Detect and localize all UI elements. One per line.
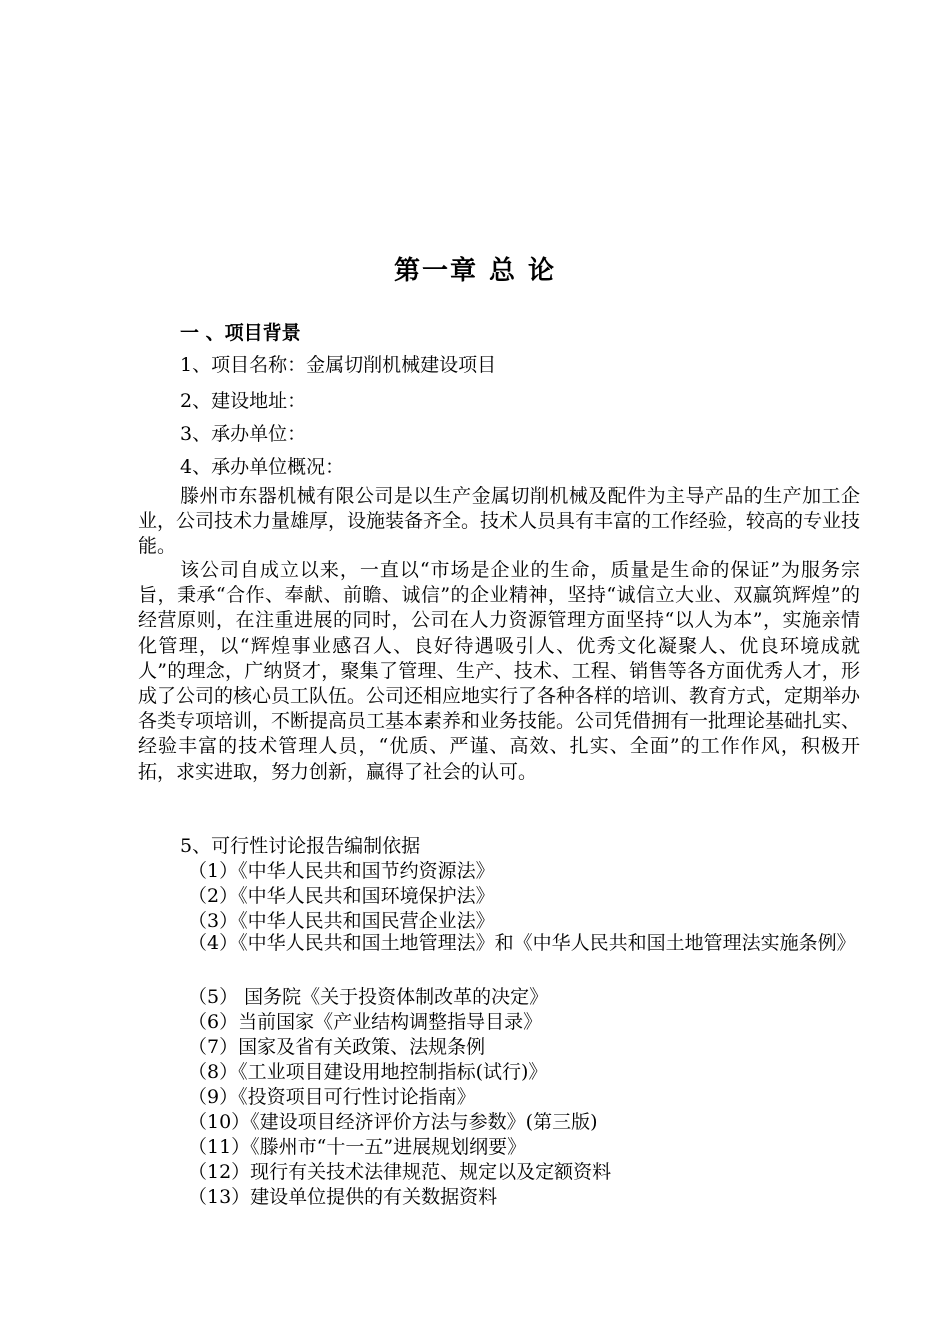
reference-item: （5） 国务院《关于投资体制改革的决定》 (188, 986, 549, 1008)
paragraph-company-intro: 滕州市东器机械有限公司是以生产金属切削机械及配件为主导产品的生产加工企业，公司技术力量雄厚，设施装备齐全。技术人员具有丰富的工作经验，较高的专业技能。 (138, 485, 861, 558)
reference-item: （2）《中华人民共和国环境保护法》 (188, 885, 495, 907)
reference-item: （3）《中华人民共和国民营企业法》 (188, 910, 495, 932)
reference-item: （7）国家及省有关政策、法规条例 (188, 1036, 486, 1058)
reference-item: （13）建设单位提供的有关数据资料 (188, 1186, 498, 1208)
chapter-title: 第一章 总 论 (393, 256, 557, 286)
item-project-name: 1、项目名称：金属切削机械建设项目 (180, 354, 497, 376)
item-organizer-overview: 4、承办单位概况： (180, 456, 345, 478)
reference-item: （8）《工业项目建设用地控制指标(试行)》 (188, 1061, 548, 1083)
reference-item: （9）《投资项目可行性讨论指南》 (188, 1086, 476, 1108)
section-heading: 一 、项目背景 (180, 322, 301, 344)
reference-item: （11）《滕州市“十一五”进展规划纲要》 (188, 1136, 527, 1158)
reference-item: （10）《建设项目经济评价方法与参数》(第三版) (188, 1111, 598, 1133)
item-organizer: 3、承办单位： (180, 423, 307, 445)
basis-heading: 5、可行性讨论报告编制依据 (180, 835, 421, 857)
item-address: 2、建设地址： (180, 390, 307, 412)
reference-item: （4）《中华人民共和国土地管理法》和《中华人民共和国土地管理法实施条例》 (188, 932, 856, 954)
reference-item: （6）当前国家《产业结构调整指导目录》 (188, 1011, 543, 1033)
reference-item: （12）现行有关技术法律规范、规定以及定额资料 (188, 1161, 612, 1183)
reference-item: （1）《中华人民共和国节约资源法》 (188, 860, 495, 882)
paragraph-company-culture: 该公司自成立以来，一直以“市场是企业的生命，质量是生命的保证”为服务宗旨，秉承“合作、奉献、前瞻、诚信”的企业精神，坚持“诚信立大业、双赢筑辉煌”的经营原则，在注重进展的同时，公司在人力资源管理方面坚持“以人为本”，实施亲情化管理，以“辉煌事业感召人、良好待遇吸引人、优秀文化凝聚人、优良环境成就人”的理念，广纳贤才，聚集了管理、生产、技术、工程、销售等各方面优秀人才，形成了公司的核心员工队伍。公司还相应地实行了各种各样的培训、教育方式，定期举办各类专项培训，不断提高员工基本素养和业务技能。公司凭借拥有一批理论基础扎实、经验丰富的技术管理人员，“优质、严谨、高效、扎实、全面”的工作作风，积极开拓，求实进取，努力创新，赢得了社会的认可。 (138, 559, 861, 783)
